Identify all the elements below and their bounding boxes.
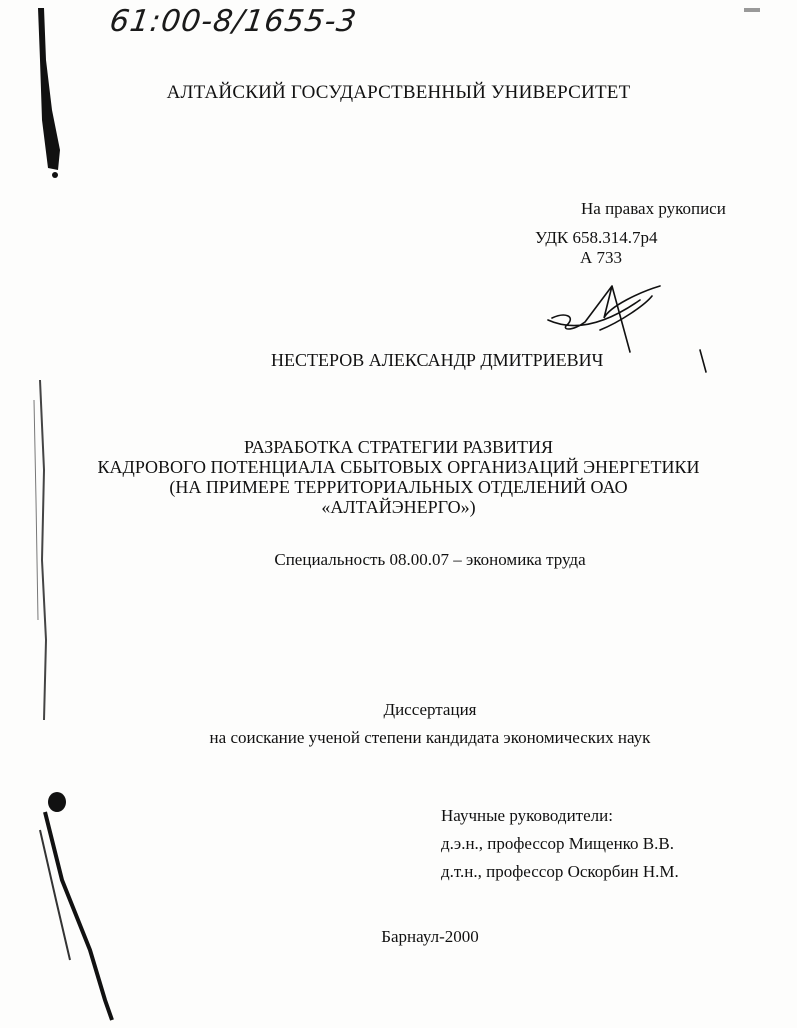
thesis-degree: на соискание ученой степени кандидата экономических наук (209, 728, 651, 747)
udk-code: УДК 658.314.7р4 (535, 228, 658, 247)
archive-code: 61:00-8/1655-3 (107, 4, 360, 39)
supervisor-item: д.э.н., профессор Мищенко В.В. (441, 834, 674, 853)
corner-mark (744, 8, 760, 12)
supervisors-heading: Научные руководители: (441, 806, 613, 825)
title-line: «АЛТАЙЭНЕРГО») (321, 497, 476, 517)
supervisor-item: д.т.н., профессор Оскорбин Н.М. (441, 862, 679, 881)
manuscript-rights: На правах рукописи (581, 199, 726, 218)
university-name: АЛТАЙСКИЙ ГОСУДАРСТВЕННЫЙ УНИВЕРСИТЕТ (166, 82, 631, 103)
author-name: НЕСТЕРОВ АЛЕКСАНДР ДМИТРИЕВИЧ (271, 350, 604, 370)
dissertation-title (0, 437, 797, 517)
library-index: А 733 (580, 248, 623, 267)
title-line: КАДРОВОГО ПОТЕНЦИАЛА СБЫТОВЫХ ОРГАНИЗАЦИЙ ЭНЕРГЕТИКИ (97, 457, 700, 477)
thesis-type: Диссертация (383, 700, 477, 719)
title-line: РАЗРАБОТКА СТРАТЕГИИ РАЗВИТИЯ (244, 437, 553, 457)
punch-hole-top (52, 172, 58, 178)
binding-edge-diagonal (45, 812, 112, 1020)
city-year: Барнаул-2000 (381, 927, 479, 946)
specialty: Специальность 08.00.07 – экономика труда (274, 550, 586, 569)
punch-hole-bottom (48, 792, 66, 812)
title-line: (НА ПРИМЕРЕ ТЕРРИТОРИАЛЬНЫХ ОТДЕЛЕНИЙ ОАО (169, 477, 628, 497)
